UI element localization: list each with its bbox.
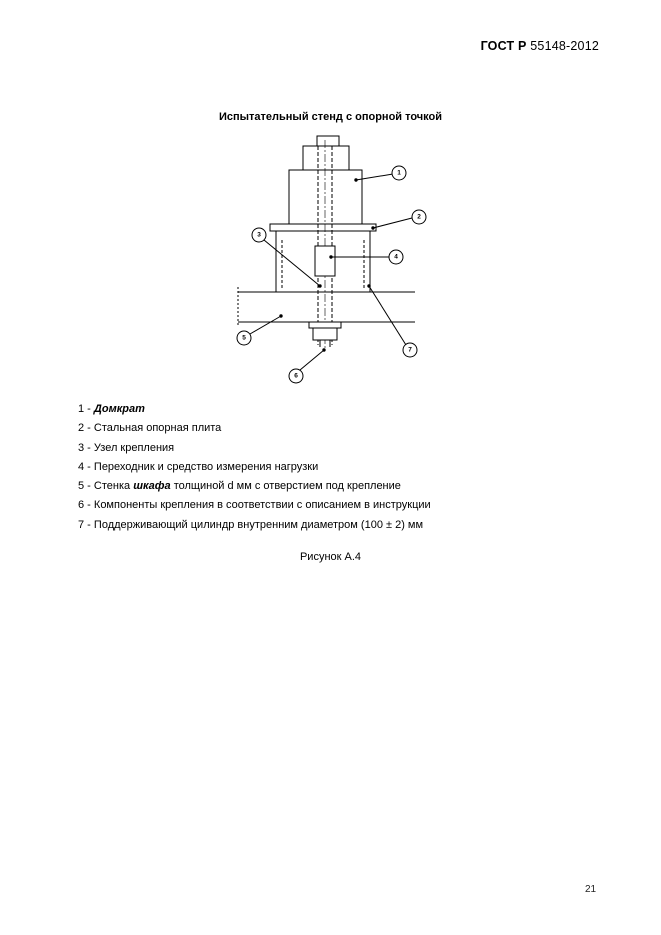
callout-7-label: 7 [408,346,412,354]
legend-item: 7 - Поддерживающий цилиндр внутренним диаметром (100 ± 2) мм [78,518,424,531]
legend-list [78,400,431,535]
figure-caption: Рисунок А.4 [299,551,362,563]
steel-plate [270,224,376,231]
figure-title: Испытательный стенд с опорной точкой [218,111,443,123]
adapter-box [315,246,335,276]
callout-2-label: 2 [417,213,421,221]
legend-item: 5 - Стенка шкафа толщиной d мм с отверстием под крепление [78,480,401,493]
upper-nut [303,146,349,170]
top-nut [317,136,339,146]
test-stand-diagram [0,0,661,400]
legend-item: 6 - Компоненты крепления в соответствии с описанием в инструкции [78,499,431,512]
bottom-washer [309,322,341,328]
callout-4-label: 4 [394,253,398,261]
standard-label: ГОСТ Р [480,39,527,53]
page-number: 21 [585,884,597,895]
callout-1-label: 1 [397,169,401,177]
legend-item: 3 - Узел крепления [78,441,175,454]
standard-number: 55148-2012 [530,39,599,53]
jack-body [289,170,362,224]
bottom-nut [313,328,337,340]
legend-item: 4 - Переходник и средство измерения нагрузки [78,460,319,473]
callout-5-label: 5 [242,334,246,342]
callout-3-label: 3 [257,231,261,239]
legend-item: 1 - Домкрат [78,403,145,415]
callout-6-label: 6 [294,372,298,380]
legend-item: 2 - Стальная опорная плита [78,422,222,435]
